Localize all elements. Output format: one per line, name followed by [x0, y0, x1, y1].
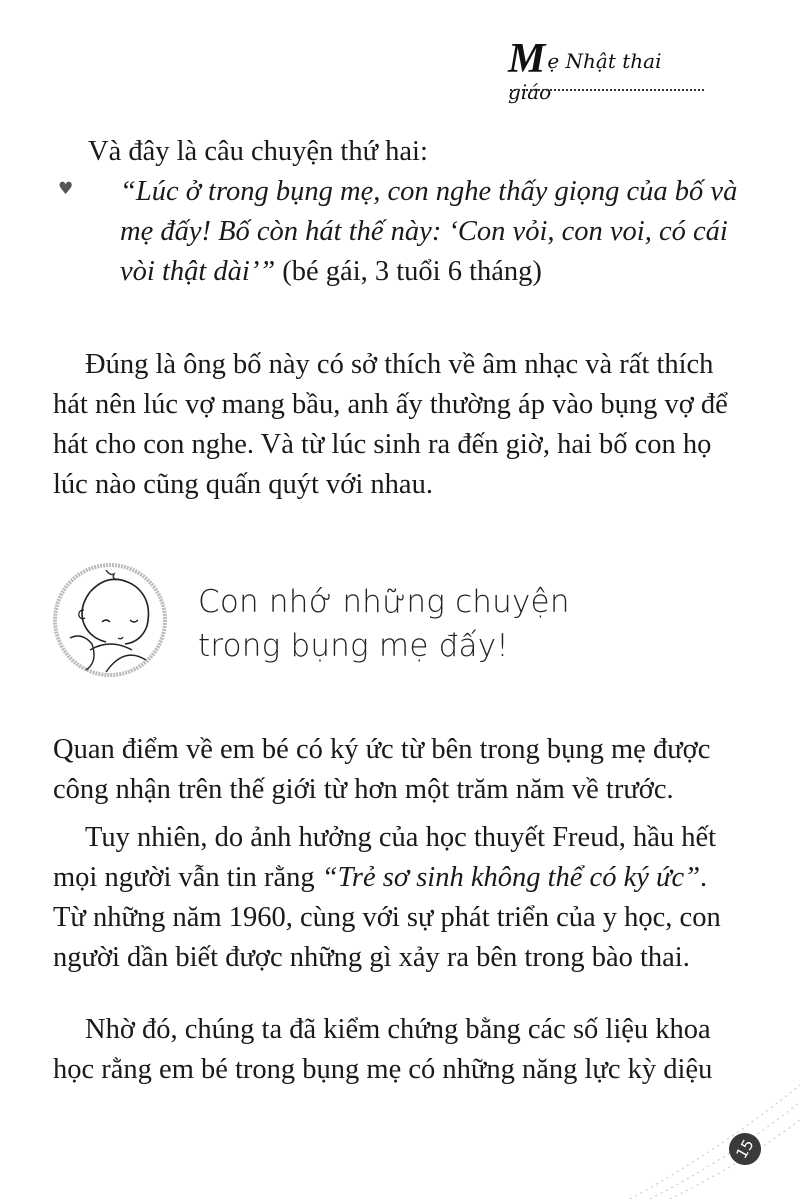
- book-title: ẹ Nhật thai giáo: [508, 49, 662, 104]
- intro-line: Và đây là câu chuyện thứ hai:: [88, 136, 428, 167]
- paragraph-4: Nhờ đó, chúng ta đã kiểm chứng bằng các số liệu khoa học rằng em bé trong bụng mẹ có những năng lực kỳ diệu: [53, 1014, 713, 1085]
- paragraph-2: Quan điểm về em bé có ký ức từ bên trong bụng mẹ được công nhận trên thế giới từ hơn một trăm năm về trước.: [53, 734, 711, 805]
- book-title-initial: M: [508, 36, 546, 82]
- quote-text: “Lúc ở trong bụng mẹ, con nghe thấy giọng của bố và mẹ đấy! Bố còn hát thế này: ‘Con vỏi, con voi, có cái vòi thật dài’”: [120, 176, 738, 287]
- section-heading: [50, 560, 750, 690]
- section-title-line-2: trong bụng mẹ đấy!: [198, 628, 509, 664]
- paragraph-1: Đúng là ông bố này có sở thích về âm nhạc và rất thích hát nên lúc vợ mang bầu, anh ấy thường áp vào bụng vợ để hát cho con nghe. Và từ lúc sinh ra đến giờ, hai bố con họ lúc nào cũng quấn quýt với nhau.: [53, 349, 728, 500]
- running-header: [508, 38, 708, 104]
- page-number: 15: [732, 1136, 758, 1162]
- quote-attribution: (bé gái, 3 tuổi 6 tháng): [275, 256, 542, 287]
- paragraph-3: [53, 818, 743, 978]
- paragraph-3-continued: . Từ những năm 1960, cùng với sự phát triển của y học, con người dần biết được những gì xảy ra bên trong bào thai.: [53, 862, 721, 973]
- section-title-line-1: Con nhớ những chuyện: [198, 584, 570, 620]
- decorative-dotted-arcs: [620, 1080, 800, 1199]
- section-title: [198, 580, 570, 668]
- header-dotted-rule: [510, 89, 704, 91]
- quote-block: [120, 172, 748, 292]
- heart-icon: ♥: [58, 179, 74, 199]
- paragraph-3-text: Tuy nhiên, do ảnh hưởng của học thuyết Freud, hầu hết mọi người vẫn tin rằng: [53, 822, 717, 893]
- fetus-baby-icon: [50, 560, 170, 680]
- paragraph-3-quote: “Trẻ sơ sinh không thể có ký ức”: [321, 862, 701, 893]
